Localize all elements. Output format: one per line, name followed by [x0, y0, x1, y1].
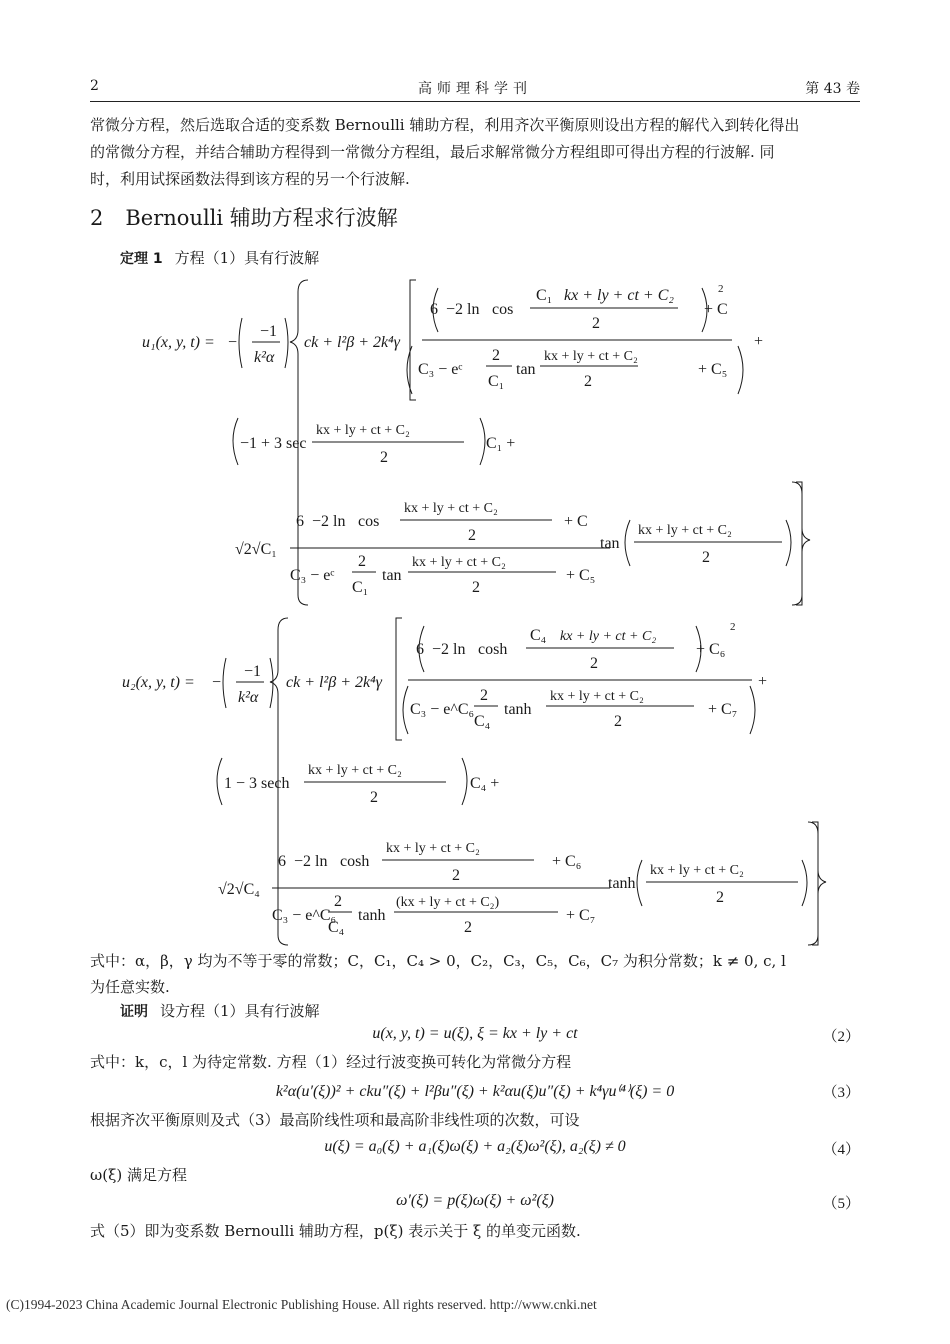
section-number: 2 [90, 206, 104, 230]
u1-third-tan: tan [600, 535, 620, 552]
text-after-eq4: ω(ξ) 满足方程 [90, 1166, 187, 1184]
solution-formulas [90, 270, 860, 950]
u2-third-plusC6: + C₆ [552, 853, 582, 870]
u1-sqrt2C1: √2√C₁ [235, 541, 277, 558]
u2-den-sqrt2b: 2 [614, 713, 622, 730]
equation-5-body: ω′(ξ) = p(ξ)ω(ξ) + ω²(ξ) [396, 1192, 554, 1209]
sech-sqrt2: 2 [370, 789, 378, 806]
u1-coef-den: k²α [254, 349, 275, 366]
sec-sqrt2: 2 [380, 449, 388, 466]
u2-right-bracket-inner [812, 822, 818, 945]
u2-third-tanh-sqrt2: 2 [716, 889, 724, 906]
u2-third-six: 6 [278, 853, 286, 870]
u2-plusC6: + C₆ [696, 641, 726, 658]
u2-third-C3: C₃ − e^C₆ [272, 907, 337, 924]
header-rule [90, 101, 860, 102]
where-paragraph [90, 948, 860, 1000]
u2-right-brace [808, 822, 826, 945]
u1-C3-eC: C₃ − eᶜ [418, 361, 463, 378]
u2-third-arg: kx + ly + ct + C₂ [386, 841, 480, 856]
equation-2 [90, 1022, 860, 1050]
u2-third-tanh: tanh [608, 875, 636, 892]
u1-third-six: 6 [296, 513, 304, 530]
u1-third-den-sqrt2: 2 [358, 553, 366, 570]
u1-third-den-sqrt2b: 2 [472, 579, 480, 596]
u1-lead-terms: ck + l²β + 2k⁴γ [304, 334, 400, 351]
u1-sqrt2: 2 [592, 315, 600, 332]
u1-sq: 2 [718, 283, 724, 295]
equation-3-number: （3） [822, 1085, 860, 1101]
u2-den-tanh: tanh [504, 701, 532, 718]
u1-den-arg: kx + ly + ct + C₂ [544, 349, 638, 364]
sec-paren-l [233, 418, 238, 465]
u1-third-sqrt2: 2 [468, 527, 476, 544]
u2-third-tanh-arg: kx + ly + ct + C₂ [650, 863, 744, 878]
u2-sq: 2 [730, 621, 736, 633]
u1-left-bracket [410, 280, 416, 400]
u2-den-sqrt2: 2 [480, 687, 488, 704]
u2-arg: kx + ly + ct + C₂ [560, 629, 657, 644]
theorem-statement [120, 245, 319, 272]
u1-paren-r [285, 318, 288, 368]
sech-paren-r [462, 758, 467, 805]
equation-5 [90, 1189, 860, 1217]
volume-label: 第 43 卷 [805, 81, 860, 97]
u1-plusC: + C [704, 301, 728, 318]
u1-minus: − [228, 334, 238, 351]
u2-six: 6 [416, 641, 424, 658]
sech-term: 1 − 3 sech [224, 775, 290, 792]
u1-den-sqrt2: 2 [492, 347, 500, 364]
u1-third-plusC: + C [564, 513, 588, 530]
equation-2-body: u(x, y, t) = u(ξ), ξ = kx + ly + ct [372, 1025, 578, 1042]
u1-ln: −2 ln [446, 301, 480, 318]
intro-line-2: 的常微分方程，并结合辅助方程得到一常微分方程组，最后求解常微分方程组即可得出方程的行波解. 同 [90, 143, 775, 161]
sec-term: −1 + 3 sec [240, 435, 307, 452]
where-line-2: 为任意实数. [90, 978, 170, 996]
text-after-eq2: 式中：k，c，l 为待定常数. 方程（1）经过行波变换可转化为常微分方程 [90, 1053, 572, 1071]
tan-paren-r [786, 520, 791, 566]
u1-right-brace [792, 482, 810, 605]
u2-lhs: u₂(x, y, t) = [122, 674, 195, 691]
sec-paren-r [480, 418, 485, 465]
u1-den-paren-r [738, 346, 743, 394]
u2-plusC7: + C₇ [708, 701, 738, 718]
u2-minus: − [212, 674, 222, 691]
u2-coef-num: −1 [244, 663, 262, 680]
u1-den-sqrtC1: C₁ [488, 373, 505, 390]
u2-third-den-tanh: tanh [358, 907, 386, 924]
u2-third-den-arg: (kx + ly + ct + C₂) [396, 895, 500, 910]
u2-plus: + [758, 673, 768, 690]
u1-C1-plus: C₁ + [486, 435, 516, 452]
u2-left-bracket [396, 618, 402, 740]
copyright-footer: (C)1994-2023 China Academic Journal Electronic Publishing House. All rights reserved. http://www.cnki.net [6, 1297, 597, 1312]
u2-coef-den: k²α [238, 689, 259, 706]
u1-third-plusC5: + C₅ [566, 567, 596, 584]
equation-4-number: （4） [822, 1142, 860, 1158]
theorem-text: 方程（1）具有行波解 [174, 249, 320, 267]
sech-paren-l [217, 758, 222, 805]
section-title: Bernoulli 辅助方程求行波解 [125, 206, 398, 230]
journal-name: 高师理科学刊 [418, 81, 532, 97]
equation-4 [90, 1135, 860, 1163]
text-after-eq5: 式（5）即为变系数 Bernoulli 辅助方程，p(ξ) 表示关于 ξ 的单变元函数. [90, 1222, 581, 1240]
u1-lhs: u₁(x, y, t) = [142, 334, 215, 351]
equation-4-body: u(ξ) = a₀(ξ) + a₁(ξ)ω(ξ) + a₂(ξ)ω²(ξ), a₂(ξ) ≠ 0 [324, 1138, 626, 1155]
u1-plus: + [754, 333, 764, 350]
proof-label: 证明 [120, 1004, 148, 1020]
u1-third-tan-arg: kx + ly + ct + C₂ [638, 523, 732, 538]
sec-arg: kx + ly + ct + C₂ [316, 423, 410, 438]
u1-arg: kx + ly + ct + C₂ [564, 287, 674, 304]
u2-sqrtC4: C₄ [530, 627, 547, 644]
u1-den-sqrt2b: 2 [584, 373, 592, 390]
u1-coef-num: −1 [260, 323, 278, 340]
u2-sqrt2: 2 [590, 655, 598, 672]
tanh-paren-l [637, 860, 642, 906]
u1-third-den-sqrtC1: C₁ [352, 579, 369, 596]
u1-sqrtC1: C₁ [536, 287, 553, 304]
proof-text: 设方程（1）具有行波解 [160, 1002, 320, 1020]
page [90, 0, 860, 1344]
theorem-label: 定理 1 [120, 251, 163, 267]
u2-third-plusC7: + C₇ [566, 907, 596, 924]
intro-paragraph [90, 112, 860, 193]
where-line-1: 式中：α，β，γ 均为不等于零的常数；C，C₁，C₄ > 0，C₂，C₃，C₅，C₆，C₇ 为积分常数；k ≠ 0, c, l [90, 952, 786, 970]
u2-C3-eC6: C₃ − e^C₆ [410, 701, 475, 718]
u2-cosh: cosh [478, 641, 508, 658]
u2-third-den-sqrt2b: 2 [464, 919, 472, 936]
u1-right-bracket-inner [796, 482, 802, 605]
sech-arg: kx + ly + ct + C₂ [308, 763, 402, 778]
u2-third-sqrt2: 2 [452, 867, 460, 884]
u1-paren-l [239, 318, 242, 368]
section-heading [90, 202, 398, 232]
text-after-eq3: 根据齐次平衡原则及式（3）最高阶线性项和最高阶非线性项的次数，可设 [90, 1111, 580, 1129]
u1-plusC5: + C₅ [698, 361, 728, 378]
u1-third-arg: kx + ly + ct + C₂ [404, 501, 498, 516]
u2-den-paren-r [750, 686, 755, 734]
u1-third-C3: C₃ − eᶜ [290, 567, 335, 584]
equation-5-number: （5） [822, 1196, 860, 1212]
u2-third-cosh: cosh [340, 853, 370, 870]
proof-statement [120, 998, 320, 1025]
page-number: 2 [90, 78, 99, 94]
u1-third-cos: cos [358, 513, 380, 530]
intro-line-3: 时，利用试探函数法得到该方程的另一个行波解. [90, 170, 410, 188]
u2-den-sqrtC4: C₄ [474, 713, 491, 730]
u2-C4-plus: C₄ + [470, 775, 500, 792]
equation-3-body: k²α(u′(ξ))² + cku″(ξ) + l²βu″(ξ) + k²αu(ξ)u″(ξ) + k⁴γu⁽⁴⁾(ξ) = 0 [275, 1083, 675, 1100]
equation-2-number: （2） [822, 1029, 860, 1045]
u1-den-tan: tan [516, 361, 536, 378]
intro-line-1: 常微分方程，然后选取合适的变系数 Bernoulli 辅助方程，利用齐次平衡原则设出方程的解代入到转化得出 [90, 116, 800, 134]
u1-third-tan-sqrt2: 2 [702, 549, 710, 566]
u2-sqrt2C4: √2√C₄ [218, 881, 260, 898]
tanh-paren-r [802, 860, 807, 906]
u2-third-den-sqrtC4: C₄ [328, 919, 345, 936]
u1-third-ln: −2 ln [312, 513, 346, 530]
u2-ln: −2 ln [432, 641, 466, 658]
tan-paren-l [625, 520, 630, 566]
u1-six: 6 [430, 301, 438, 318]
u2-paren-l [223, 658, 226, 708]
u1-cos: cos [492, 301, 514, 318]
equation-3 [90, 1078, 860, 1106]
u2-den-arg: kx + ly + ct + C₂ [550, 689, 644, 704]
u2-den-paren-l [403, 686, 408, 734]
u1-third-den-tan: tan [382, 567, 402, 584]
running-header [90, 78, 860, 100]
u2-third-den-sqrt2: 2 [334, 893, 342, 910]
u2-third-ln: −2 ln [294, 853, 328, 870]
u1-third-den-arg: kx + ly + ct + C₂ [412, 555, 506, 570]
u2-lead-terms: ck + l²β + 2k⁴γ [286, 674, 382, 691]
